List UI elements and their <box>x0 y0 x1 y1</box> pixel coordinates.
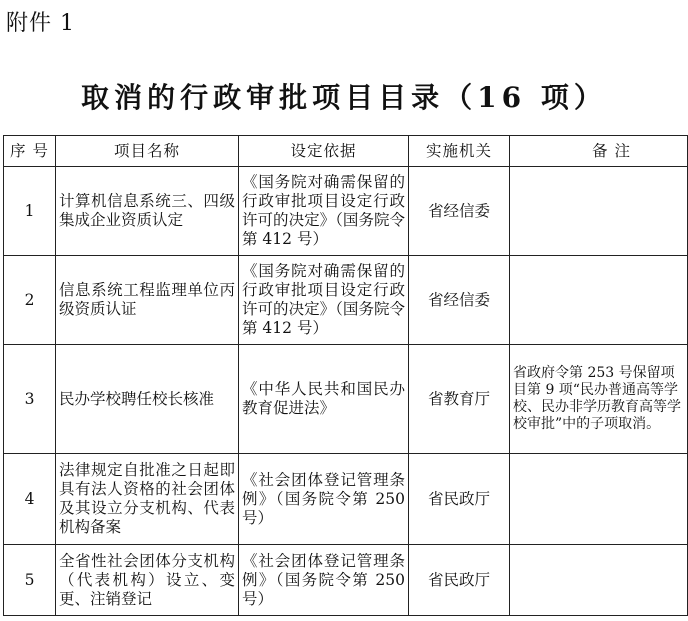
header-agency: 实施机关 <box>409 136 510 167</box>
implementing-agency: 省民政厅 <box>409 454 510 545</box>
table-row <box>4 345 688 454</box>
item-name: 信息系统工程监理单位丙级资质认证 <box>56 256 239 345</box>
header-name: 项目名称 <box>56 136 239 167</box>
item-name: 法律规定自批准之日起即具有法人资格的社会团体及其设立分支机构、代表机构备案 <box>56 454 239 545</box>
implementing-agency: 省民政厅 <box>409 545 510 616</box>
header-row <box>4 136 688 167</box>
header-no: 序 号 <box>4 136 56 167</box>
legal-basis: 《社会团体登记管理条例》（国务院令第 250 号） <box>239 545 409 616</box>
row-number: 5 <box>4 545 56 616</box>
header-basis: 设定依据 <box>239 136 409 167</box>
table-row <box>4 256 688 345</box>
remark <box>510 454 688 545</box>
table-row <box>4 167 688 256</box>
legal-basis: 《中华人民共和国民办教育促进法》 <box>239 345 409 454</box>
remark <box>510 545 688 616</box>
remark <box>510 256 688 345</box>
implementing-agency: 省教育厅 <box>409 345 510 454</box>
catalog-table <box>3 135 688 616</box>
implementing-agency: 省经信委 <box>409 256 510 345</box>
item-name: 计算机信息系统三、四级集成企业资质认定 <box>56 167 239 256</box>
table-row <box>4 454 688 545</box>
legal-basis: 《国务院对确需保留的行政审批项目设定行政许可的决定》（国务院令第 412 号） <box>239 256 409 345</box>
row-number: 2 <box>4 256 56 345</box>
item-name: 民办学校聘任校长核准 <box>56 345 239 454</box>
attachment-label: 附件 1 <box>6 11 75 36</box>
row-number: 1 <box>4 167 56 256</box>
table-row <box>4 545 688 616</box>
item-name: 全省性社会团体分支机构（代表机构）设立、变更、注销登记 <box>56 545 239 616</box>
document-title: 取消的行政审批项目目录（16 项） <box>81 81 607 114</box>
legal-basis: 《社会团体登记管理条例》（国务院令第 250 号） <box>239 454 409 545</box>
header-note: 备 注 <box>510 136 688 167</box>
row-number: 3 <box>4 345 56 454</box>
remark <box>510 167 688 256</box>
implementing-agency: 省经信委 <box>409 167 510 256</box>
row-number: 4 <box>4 454 56 545</box>
remark: 省政府令第 253 号保留项目第 9 项“民办普通高等学校、民办非学历教育高等学校审批”中的子项取消。 <box>510 345 688 454</box>
legal-basis: 《国务院对确需保留的行政审批项目设定行政许可的决定》（国务院令第 412 号） <box>239 167 409 256</box>
